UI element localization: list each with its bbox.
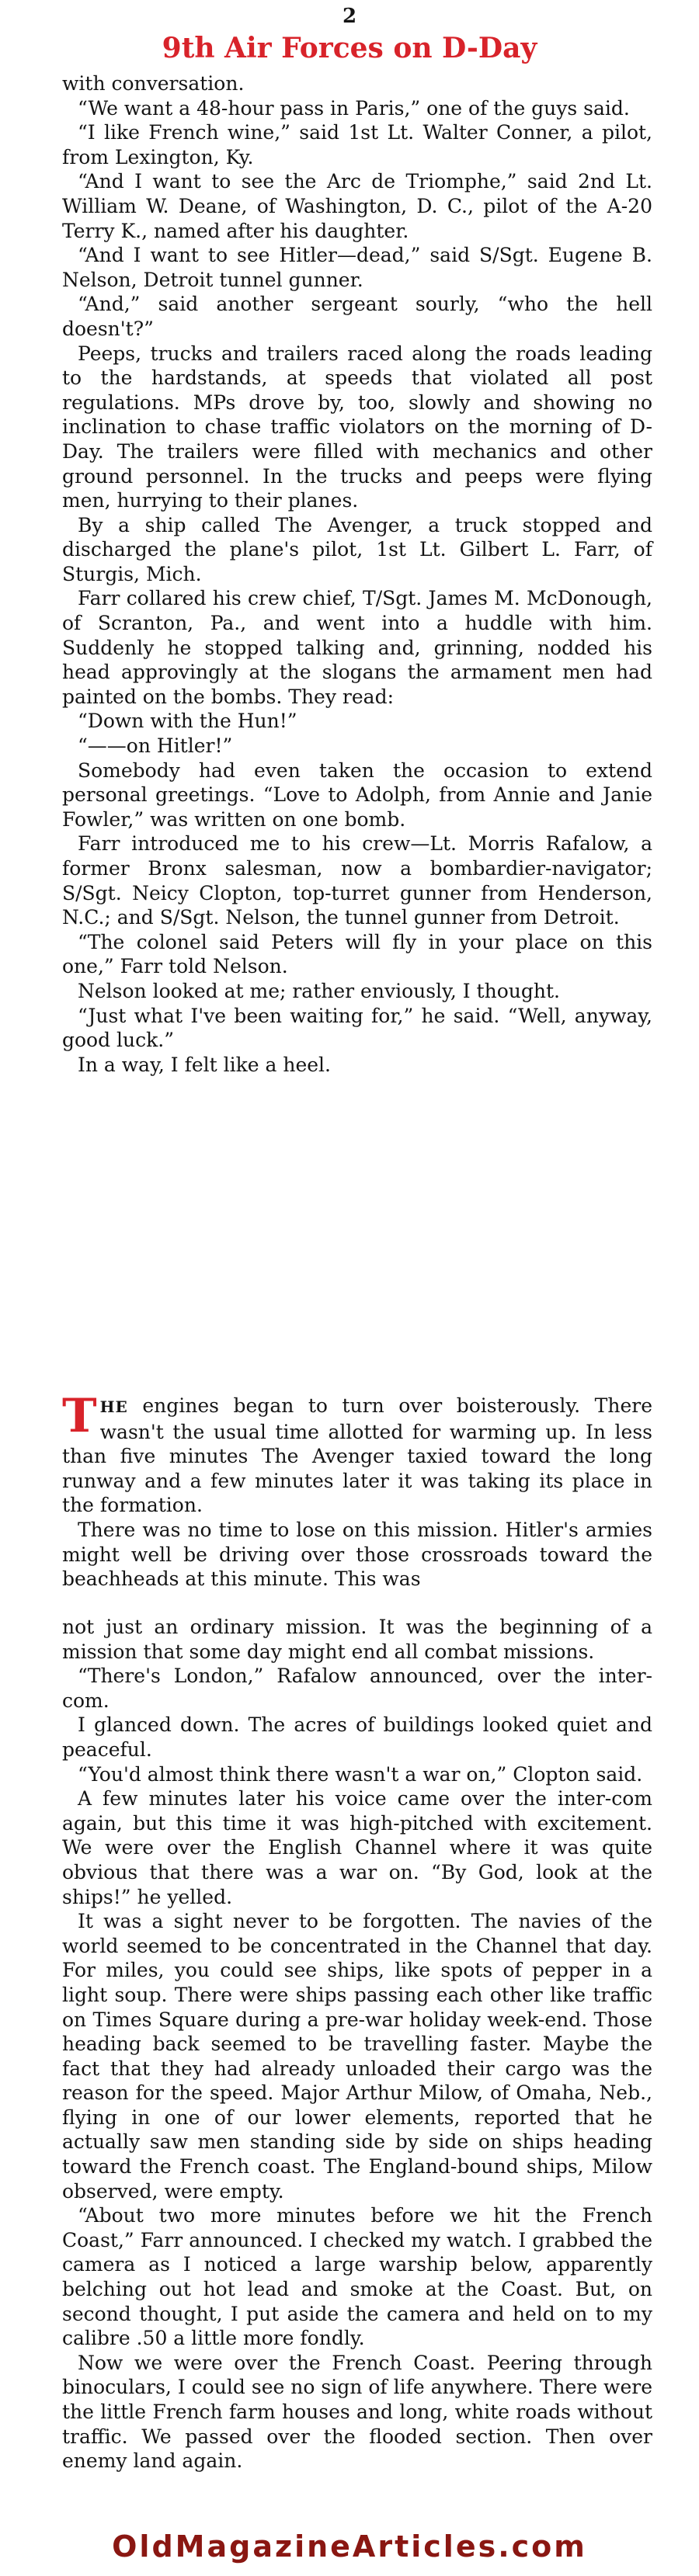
paragraph: “I like French wine,” said 1st Lt. Walter Conner, a pilot, from Lexington, Ky. bbox=[62, 121, 652, 168]
article-column-c bbox=[62, 1615, 652, 2474]
paragraph: “The colonel said Peters will fly in your place on this one,” Farr told Nelson. bbox=[62, 930, 652, 978]
paragraph: Nelson looked at me; rather enviously, I thought. bbox=[78, 979, 560, 1002]
lead-text: engines began to turn over boisterously. There wasn't the usual time allotted for warming up. In less than five minutes The Avenger taxied toward the long runway and a few minutes later it was taking its place in the formation. bbox=[62, 1394, 652, 1517]
paragraph: “We want a 48-hour pass in Paris,” one of the guys said. bbox=[78, 96, 630, 120]
paragraph: with conversation. bbox=[62, 72, 245, 95]
paragraph: It was a sight never to be forgotten. The navies of the world seemed to be concentrated in the Channel that day. For miles, you could see ships, like spots of pepper in a light soup. There were ships passing each other like traffic on Times Square during a pre-war holiday week-end. Those heading back seemed to be travelling faster. Maybe the fact that they had already unloaded their cargo was the reason for the speed. Major Arthur Milow, of Omaha, Neb., flying in one of our lower elements, reported that he actually saw men standing side by side on ships heading toward the French coast. The England-bound ships, Milow observed, were empty. bbox=[62, 1910, 652, 2203]
paragraph: “And,” said another sergeant sourly, “who the hell doesn't?” bbox=[62, 293, 652, 340]
article-column-a bbox=[62, 71, 652, 1077]
paragraph: Somebody had even taken the occasion to extend personal greetings. “Love to Adolph, from Annie and Janie Fowler,” was written on one bomb. bbox=[62, 759, 652, 831]
site-watermark: OldMagazineArticles.com bbox=[112, 2529, 587, 2564]
paragraph: A few minutes later his voice came over the inter-com again, but this time it was high-pitched with excitement. We were over the English Channel where it was quite obvious that there was a war on. “By God, look at the ships!” he yelled. bbox=[62, 1787, 652, 1908]
article-headline: 9th Air Forces on D-Day bbox=[162, 32, 537, 64]
dropcap-letter: T bbox=[62, 1389, 97, 1443]
paragraph: “There's London,” Rafalow announced, over the inter-com. bbox=[62, 1665, 652, 1712]
smallcaps-lead: HE bbox=[99, 1397, 128, 1416]
paragraph: There was no time to lose on this mission. Hitler's armies might well be driving over those crossroads toward the beachheads at this minute. This was bbox=[62, 1518, 652, 1591]
bomb-slogan: “——on Hitler!” bbox=[78, 734, 233, 758]
paragraph: “You'd almost think there wasn't a war on,” Clopton said. bbox=[78, 1762, 643, 1786]
paragraph: Now we were over the French Coast. Peering through binoculars, I could see no sign of life anywhere. There were the little French farm houses and long, white roads without traffic. We passed over the flooded section. Then over enemy land again. bbox=[62, 2351, 652, 2473]
paragraph: Farr collared his crew chief, T/Sgt. James M. McDonough, of Scranton, Pa., and went into a huddle with him. Suddenly he stopped talking and, grinning, nodded his head approvingly at the slogans the armament men had painted on the bombs. They read: bbox=[62, 587, 652, 708]
paragraph: “And I want to see Hitler—dead,” said S/Sgt. Eugene B. Nelson, Detroit tunnel gunner. bbox=[62, 244, 652, 291]
paragraph: I glanced down. The acres of buildings looked quiet and peaceful. bbox=[62, 1713, 652, 1761]
section-lead-paragraph bbox=[62, 1389, 652, 1518]
paragraph: not just an ordinary mission. It was the beginning of a mission that some day might end all combat missions. bbox=[62, 1616, 652, 1663]
article-column-b bbox=[62, 1389, 652, 1592]
bomb-slogan: “Down with the Hun!” bbox=[78, 710, 297, 733]
paragraph: Peeps, trucks and trailers raced along the roads leading to the hardstands, at speeds that violated all post regulations. MPs drove by, too, slowly and showing no inclination to chase traffic violators on the morning of D-Day. The trailers were filled with mechanics and other ground personnel. In the trucks and peeps were flying men, hurrying to their planes. bbox=[62, 342, 652, 512]
paragraph: “Just what I've been waiting for,” he said. “Well, anyway, good luck.” bbox=[62, 1004, 652, 1052]
paragraph: In a way, I felt like a heel. bbox=[78, 1053, 332, 1076]
paragraph: “And I want to see the Arc de Triomphe,” said 2nd Lt. William W. Deane, of Washington, D. C., pilot of the A-20 Terry K., named after his daughter. bbox=[62, 170, 652, 242]
page-number: 2 bbox=[342, 5, 357, 28]
paragraph: By a ship called The Avenger, a truck stopped and discharged the plane's pilot, 1st Lt. Gilbert L. Farr, of Sturgis, Mich. bbox=[62, 513, 652, 585]
paragraph: “About two more minutes before we hit the French Coast,” Farr announced. I checked my watch. I grabbed the camera as I noticed a large warship below, apparently belching out hot lead and smoke at the Coast. But, on second thought, I put aside the camera and held on to my calibre .50 a little more fondly. bbox=[62, 2204, 652, 2350]
paragraph: Farr introduced me to his crew—Lt. Morris Rafalow, a former Bronx salesman, now a bombardier-navigator; S/Sgt. Neicy Clopton, top-turret gunner from Henderson, N.C.; and S/Sgt. Nelson, the tunnel gunner from Detroit. bbox=[62, 832, 652, 929]
